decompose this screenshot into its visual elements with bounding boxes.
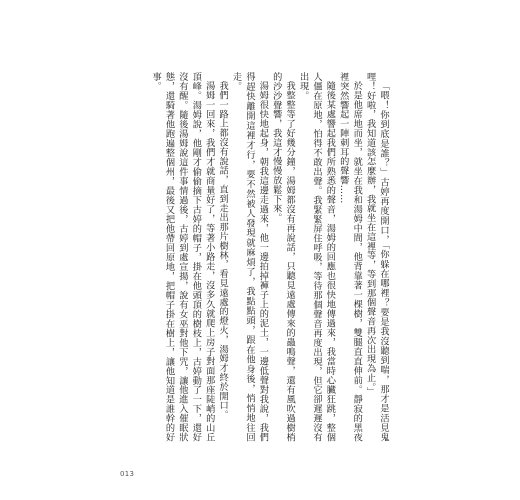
paragraph-5: 湯姆很快地起身，朝我這邊走過來，他一邊拍掉褲子上的泥土，一邊低聲對我說，我們得趕快離開這裡才行，要不然被人發現就麻煩了，我點點頭，跟在他身後，悄悄地往回走。: [230, 72, 269, 442]
paragraph-3: 隨後某處響起我們所熟悉的聲音，湯姆的回應也很快地傳過來，我當時心臟狂跳，整個人僵在原地，怕得不敢出聲。我緊緊屏住呼吸，等待那個聲音再度出現，但它卻遲遲沒有出現。: [297, 72, 336, 442]
paragraph-6: 我們一路上都沒有說話，直到走出那片樹林，看見遠處的燈火，湯姆才終於開口。: [217, 81, 229, 420]
page-number: 013: [120, 470, 135, 478]
paragraph-1: 「喂！你到底是誰？」古婷再度開口，「你躲在哪裡？要是我沒聽到喘，那才是活見鬼哩！好啦，我知道該怎麼辦，我就坐在這裡等，等到那個聲音再次出現為止。」: [364, 72, 389, 442]
paragraph-2: 於是他席地而坐，就坐在我和湯姆中間，他背靠著一棵樹，雙腿直直伸前。靜寂的黑夜裡突然響起一陣刺耳的聲響……: [337, 72, 363, 442]
paragraph-7: 湯姆一回來，我們才就商量好了，等著小路走，沒多久就爬上房子對面那座陡峭的山丘頂峰。湯姆說，他剛才偷偷摘下古婷的帽子，掛在他頭頂的樹枝上，古婷動了一下，還好沒有醒。隨後湯姆說這件事情過後，古婷到處宣揚，說有女巫對他下咒，讓他進入催眠狀態，還騎著他跑遍整個州，最後又把他帶回原地，把帽子掛在樹上，讓他知道是誰幹的好事。: [150, 72, 215, 442]
paragraph-4: 我整整等了好幾分鐘，湯姆都沒有再說話，只聽見遠處傳來的蟲鳴聲，還有風吹過樹梢的沙沙聲響，我這才慢慢放鬆下來。: [270, 72, 296, 442]
vertical-text-block: [128, 72, 390, 442]
